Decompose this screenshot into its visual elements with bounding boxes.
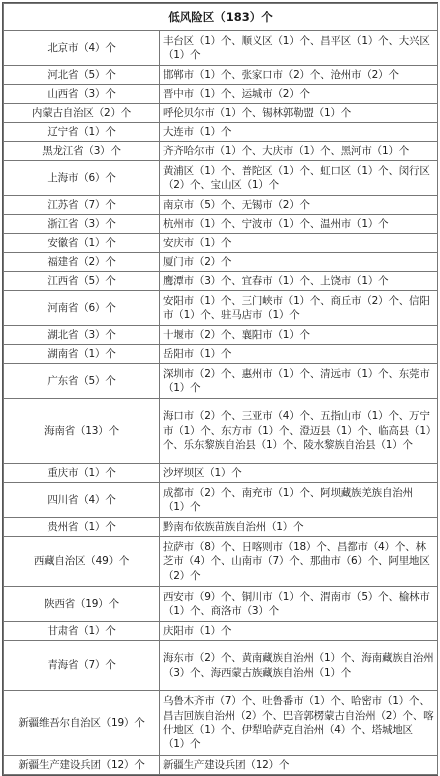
- province-cell: 北京市（4）个: [4, 31, 160, 66]
- districts-cell: 丰台区（1）个、顺义区（1）个、昌平区（1）个、大兴区（1）个: [160, 31, 438, 66]
- province-cell: 青海省（7）个: [4, 641, 160, 691]
- districts-cell: 乌鲁木齐市（7）个、吐鲁番市（1）个、哈密市（1）个、昌吉回族自治州（2）个、巴音郭楞蒙古自治州（2）个、喀什地区（1）个、伊犁哈萨克自治州（4）个、塔城地区（1）个: [160, 691, 438, 756]
- districts-cell: 黔南布依族苗族自治州（1）个: [160, 518, 438, 537]
- province-cell: 贵州省（1）个: [4, 518, 160, 537]
- province-cell: 黑龙江省（3）个: [4, 142, 160, 161]
- province-cell: 新疆生产建设兵团（12）个: [4, 756, 160, 775]
- districts-cell: 邯郸市（1）个、张家口市（2）个、沧州市（2）个: [160, 66, 438, 85]
- table-row: [4, 142, 438, 161]
- province-cell: 山西省（3）个: [4, 85, 160, 104]
- table-row: [4, 291, 438, 326]
- province-cell: 重庆市（1）个: [4, 464, 160, 483]
- districts-cell: 十堰市（2）个、襄阳市（1）个: [160, 326, 438, 345]
- districts-cell: 安阳市（1）个、三门峡市（1）个、商丘市（2）个、信阳市（1）个、驻马店市（1）个: [160, 291, 438, 326]
- table-row: [4, 196, 438, 215]
- districts-cell: 岳阳市（1）个: [160, 345, 438, 364]
- table-row: [4, 518, 438, 537]
- province-cell: 甘肃省（1）个: [4, 622, 160, 641]
- districts-cell: 深圳市（2）个、惠州市（1）个、清远市（1）个、东莞市（1）个: [160, 364, 438, 399]
- province-cell: 内蒙古自治区（2）个: [4, 104, 160, 123]
- table-row: [4, 253, 438, 272]
- province-cell: 湖北省（3）个: [4, 326, 160, 345]
- table-row: [4, 756, 438, 775]
- districts-cell: 鹰潭市（3）个、宜春市（1）个、上饶市（1）个: [160, 272, 438, 291]
- districts-cell: 成都市（2）个、南充市（1）个、阿坝藏族羌族自治州（1）个: [160, 483, 438, 518]
- districts-cell: 新疆生产建设兵团（12）个: [160, 756, 438, 775]
- table-row: [4, 123, 438, 142]
- province-cell: 江西省（5）个: [4, 272, 160, 291]
- districts-cell: 海口市（2）个、三亚市（4）个、五指山市（1）个、万宁市（1）个、东方市（1）个、澄迈县（1）个、临高县（1）个、乐东黎族自治县（1）个、陵水黎族自治县（1）个: [160, 399, 438, 464]
- table-header-row: [4, 4, 438, 31]
- districts-cell: 西安市（9）个、铜川市（1）个、渭南市（5）个、榆林市（1）个、商洛市（3）个: [160, 587, 438, 622]
- table-row: [4, 234, 438, 253]
- province-cell: 上海市（6）个: [4, 161, 160, 196]
- province-cell: 河北省（5）个: [4, 66, 160, 85]
- province-cell: 江苏省（7）个: [4, 196, 160, 215]
- province-cell: 河南省（6）个: [4, 291, 160, 326]
- low-risk-area-table: [3, 3, 438, 775]
- province-cell: 西藏自治区（49）个: [4, 537, 160, 587]
- districts-cell: 黄浦区（1）个、普陀区（1）个、虹口区（1）个、闵行区（2）个、宝山区（1）个: [160, 161, 438, 196]
- province-cell: 辽宁省（1）个: [4, 123, 160, 142]
- districts-cell: 齐齐哈尔市（1）个、大庆市（1）个、黑河市（1）个: [160, 142, 438, 161]
- table-row: [4, 641, 438, 691]
- districts-cell: 大连市（1）个: [160, 123, 438, 142]
- districts-cell: 沙坪坝区（1）个: [160, 464, 438, 483]
- table-row: [4, 537, 438, 587]
- table-row: [4, 272, 438, 291]
- province-cell: 湖南省（1）个: [4, 345, 160, 364]
- districts-cell: 呼伦贝尔市（1）个、锡林郭勒盟（1）个: [160, 104, 438, 123]
- province-cell: 陕西省（19）个: [4, 587, 160, 622]
- province-cell: 浙江省（3）个: [4, 215, 160, 234]
- province-cell: 广东省（5）个: [4, 364, 160, 399]
- districts-cell: 厦门市（2）个: [160, 253, 438, 272]
- districts-cell: 海东市（2）个、黄南藏族自治州（1）个、海南藏族自治州（3）个、海西蒙古族藏族自治州（1）个: [160, 641, 438, 691]
- table-row: [4, 464, 438, 483]
- table-row: [4, 66, 438, 85]
- province-cell: 新疆维吾尔自治区（19）个: [4, 691, 160, 756]
- table-row: [4, 161, 438, 196]
- districts-cell: 安庆市（1）个: [160, 234, 438, 253]
- table-row: [4, 345, 438, 364]
- province-cell: 安徽省（1）个: [4, 234, 160, 253]
- districts-cell: 庆阳市（1）个: [160, 622, 438, 641]
- table-title: 低风险区（183）个: [4, 4, 438, 31]
- table-row: [4, 85, 438, 104]
- table-body: [4, 31, 438, 775]
- districts-cell: 杭州市（1）个、宁波市（1）个、温州市（1）个: [160, 215, 438, 234]
- table-row: [4, 399, 438, 464]
- risk-table-container: [2, 2, 438, 776]
- table-row: [4, 587, 438, 622]
- districts-cell: 晋中市（1）个、运城市（2）个: [160, 85, 438, 104]
- table-row: [4, 364, 438, 399]
- districts-cell: 拉萨市（8）个、日喀则市（18）个、昌都市（4）个、林芝市（4）个、山南市（7）个、那曲市（6）个、阿里地区（2）个: [160, 537, 438, 587]
- table-row: [4, 104, 438, 123]
- province-cell: 福建省（2）个: [4, 253, 160, 272]
- table-row: [4, 622, 438, 641]
- province-cell: 四川省（4）个: [4, 483, 160, 518]
- table-row: [4, 691, 438, 756]
- districts-cell: 南京市（5）个、无锡市（2）个: [160, 196, 438, 215]
- table-row: [4, 31, 438, 66]
- table-row: [4, 215, 438, 234]
- province-cell: 海南省（13）个: [4, 399, 160, 464]
- table-row: [4, 483, 438, 518]
- table-row: [4, 326, 438, 345]
